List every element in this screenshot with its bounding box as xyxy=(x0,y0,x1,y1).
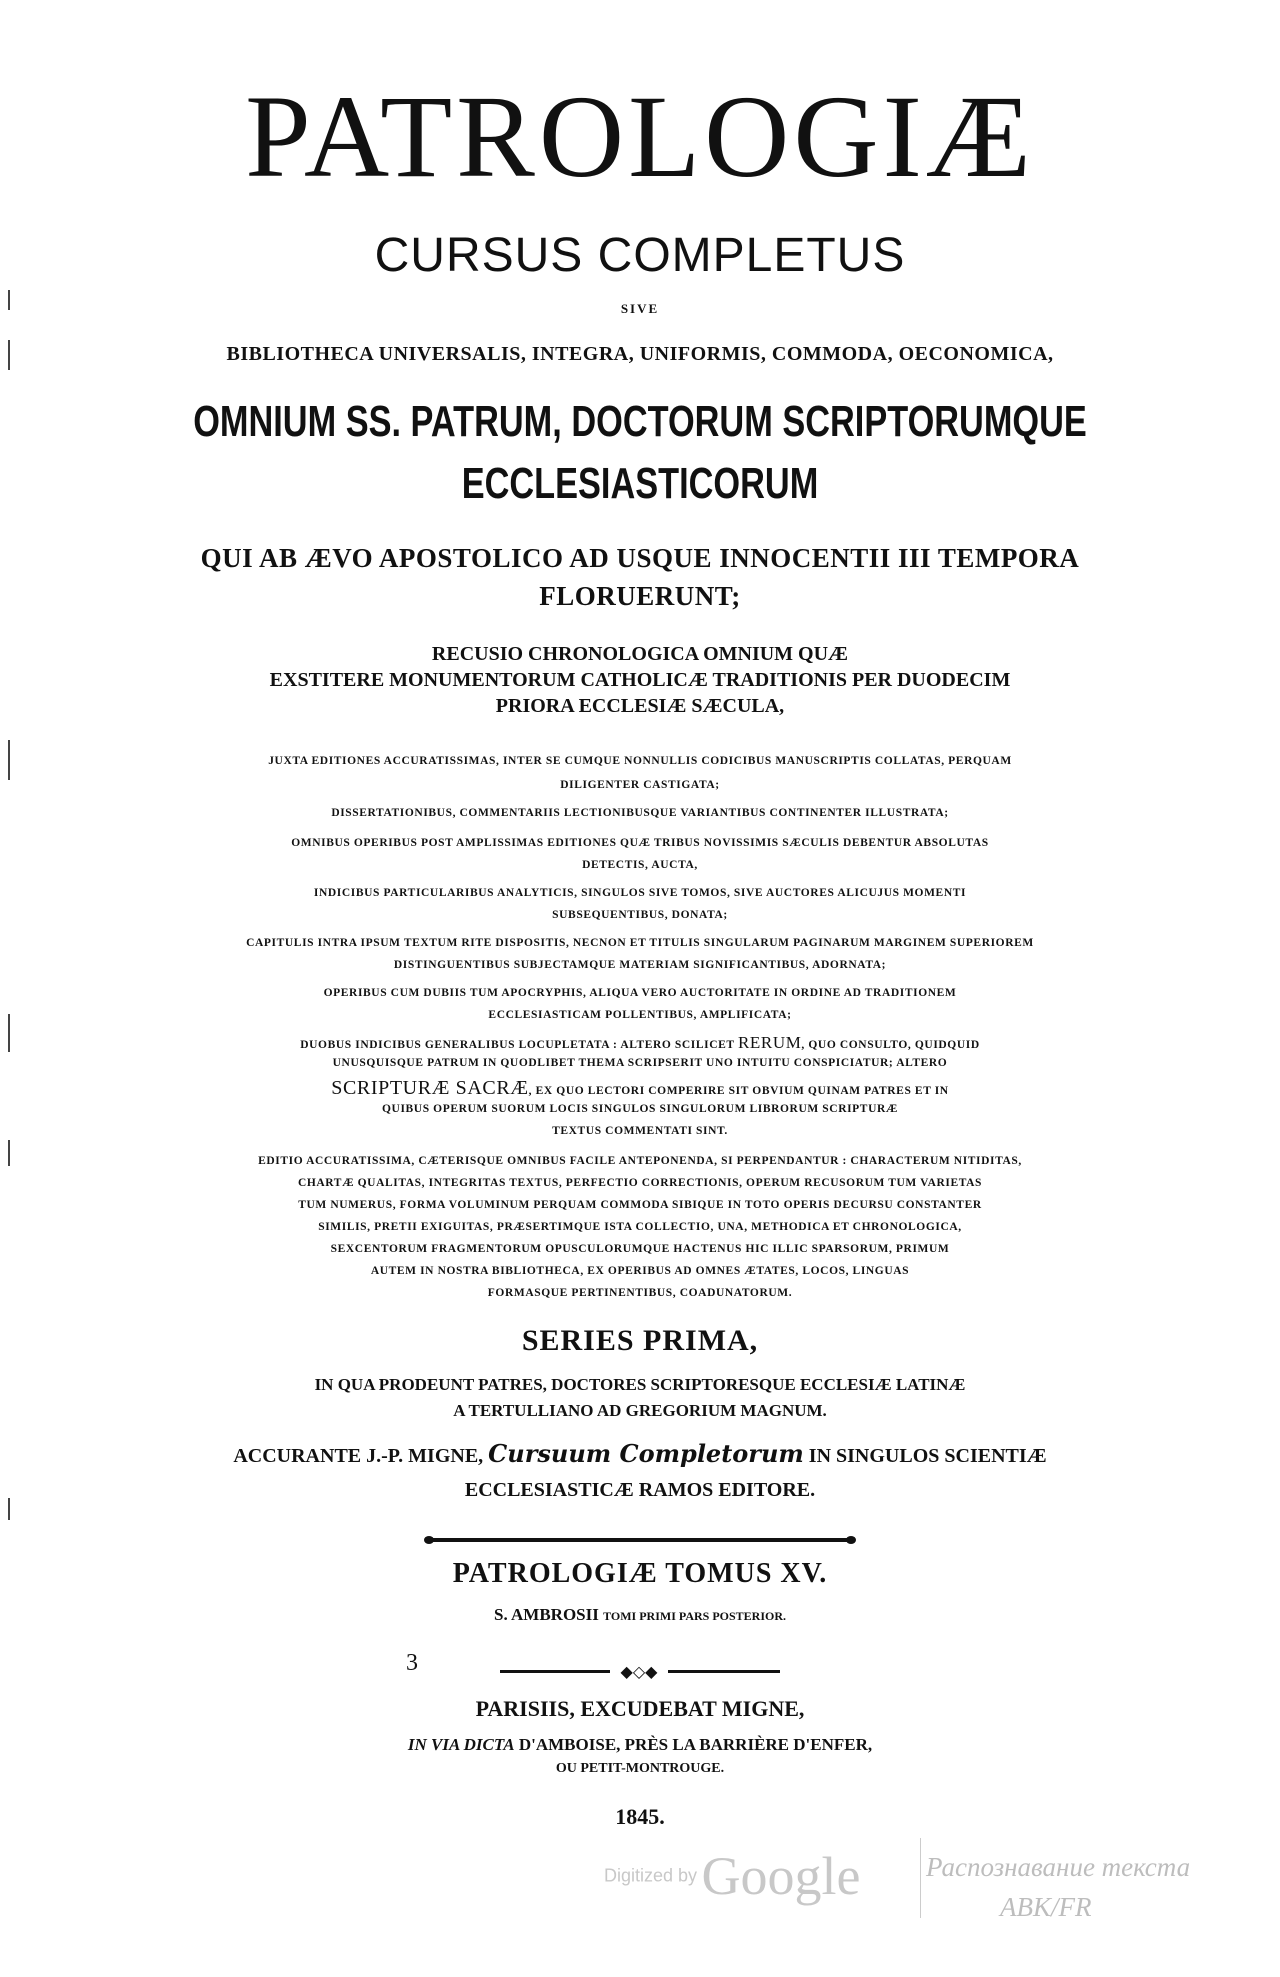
indices-text: , EX QUO LECTORI COMPERIRE SIT OBVIUM QUINAM PATRES ET IN xyxy=(528,1085,949,1097)
detail-line: CAPITULIS INTRA IPSUM TEXTUM RITE DISPOSITIS, NECNON ET TITULIS SINGULARUM PAGINARUM MARGINEM SUPERIOREM xyxy=(246,937,1034,949)
detail-line: INDICIBUS PARTICULARIBUS ANALYTICIS, SINGULOS SIVE TOMOS, SIVE AUCTORES ALICUJUS MOMENTI xyxy=(313,887,967,899)
ambrosii-line xyxy=(0,1606,1280,1623)
editio-line: CHARTÆ QUALITAS, INTEGRITAS TEXTUS, PERFECTIO CORRECTIONIS, OPERUM RECUSORUM TUM VARIETAS xyxy=(297,1177,983,1189)
petit-montrouge-line: OU PETIT-MONTROUGE. xyxy=(555,1761,725,1776)
detail-line: DILIGENTER CASTIGATA; xyxy=(560,779,720,791)
margin-mark xyxy=(8,340,10,370)
sive-label: SIVE xyxy=(620,301,660,316)
subtitle: CURSUS COMPLETUS xyxy=(374,229,906,282)
detail-line: DETECTIS, AUCTA, xyxy=(582,859,698,871)
google-watermark xyxy=(604,1845,860,1907)
series-line-2: A TERTULLIANO AD GREGORIUM MAGNUM. xyxy=(453,1401,827,1420)
watermark-divider xyxy=(920,1838,921,1918)
ecclesiasticorum-line: ECCLESIASTICORUM xyxy=(461,459,819,508)
series-prima: SERIES PRIMA, xyxy=(521,1324,759,1357)
accurante-text: ACCURANTE J.-P. MIGNE, xyxy=(233,1445,484,1467)
indices-line-2: UNUSQUISQUE PATRUM IN QUODLIBET THEMA SCRIPSERIT UNO INTUITU CONSPICIATUR; ALTERO xyxy=(332,1057,948,1069)
bibliotheca-line: BIBLIOTHECA UNIVERSALIS, INTEGRA, UNIFORMIS, COMMODA, OECONOMICA, xyxy=(226,343,1054,365)
margin-mark xyxy=(8,1140,10,1166)
rerum-word: RERUM xyxy=(737,1033,802,1052)
handwritten-mark: 3 xyxy=(406,1650,418,1676)
detail-line: JUXTA EDITIONES ACCURATISSIMAS, INTER SE CUMQUE NONNULLIS CODICIBUS MANUSCRIPTIS COLLATAS, PERQUAM xyxy=(268,755,1012,767)
editio-line: TUM NUMERUS, FORMA VOLUMINUM PERQUAM COMMODA SIBIQUE IN TOTO OPERIS DECURSU CONSTANTER xyxy=(298,1199,982,1211)
indices-text: DUOBUS INDICIBUS GENERALIBUS LOCUPLETATA : ALTERO SCILICET xyxy=(300,1039,735,1051)
via-text: IN VIA DICTA xyxy=(407,1735,515,1754)
abk-watermark: ABK/FR xyxy=(1000,1892,1092,1922)
omnium-line: OMNIUM SS. PATRUM, DOCTORUM SCRIPTORUMQUE xyxy=(193,397,1087,446)
margin-mark xyxy=(8,740,10,780)
indices-line-4: QUIBUS OPERUM SUORUM LOCIS SINGULOS SINGULORUM LIBRORUM SCRIPTURÆ xyxy=(382,1103,898,1115)
google-logo: Google xyxy=(701,1846,861,1906)
recusio-line-1: RECUSIO CHRONOLOGICA OMNIUM QUÆ xyxy=(431,643,849,665)
recusio-line-2: EXSTITERE MONUMENTORUM CATHOLICÆ TRADITIONIS PER DUODECIM xyxy=(269,669,1011,691)
detail-line: ECCLESIASTICAM POLLENTIBUS, AMPLIFICATA; xyxy=(488,1009,792,1021)
margin-mark xyxy=(8,290,10,310)
qui-ab-aevo-line: QUI AB ÆVO APOSTOLICO AD USQUE INNOCENTII III TEMPORA xyxy=(200,543,1080,573)
digitized-by-text: Digitized by xyxy=(604,1865,698,1886)
divider-rule xyxy=(430,1538,850,1542)
ornament-icon: ◆◇◆ xyxy=(610,1662,668,1680)
margin-mark xyxy=(8,1498,10,1520)
detail-line: SUBSEQUENTIBUS, DONATA; xyxy=(552,909,728,921)
detail-line: OPERIBUS CUM DUBIIS TUM APOCRYPHIS, ALIQUA VERO AUCTORITATE IN ORDINE AD TRADITIONEM xyxy=(323,987,957,999)
editio-line: SIMILIS, PRETII EXIGUITAS, PRÆSERTIMQUE ISTA COLLECTIO, UNA, METHODICA ET CHRONOLOGICA, xyxy=(318,1221,962,1233)
via-line xyxy=(0,1736,1280,1753)
detail-line: DISTINGUENTIBUS SUBJECTAMQUE MATERIAM SIGNIFICANTIBUS, ADORNATA; xyxy=(393,959,887,971)
indices-line-5: TEXTUS COMMENTATI SINT. xyxy=(552,1125,728,1137)
indices-line-3 xyxy=(0,1078,1280,1098)
detail-line: DISSERTATIONIBUS, COMMENTARIIS LECTIONIBUSQUE VARIANTIBUS CONTINENTER ILLUSTRATA; xyxy=(331,807,949,819)
editore-line: ECCLESIASTICÆ RAMOS EDITORE. xyxy=(464,1479,816,1501)
tomus-heading: PATROLOGIÆ TOMUS XV. xyxy=(452,1558,828,1589)
ambrosii-text: TOMI PRIMI PARS POSTERIOR. xyxy=(603,1609,787,1623)
editio-line: EDITIO ACCURATISSIMA, CÆTERISQUE OMNIBUS FACILE ANTEPONENDA, SI PERPENDANTUR : CHARACTERUM NITIDITAS, xyxy=(258,1155,1022,1167)
editio-line: FORMASQUE PERTINENTIBUS, COADUNATORUM. xyxy=(487,1287,793,1299)
detail-line: OMNIBUS OPERIBUS POST AMPLISSIMAS EDITIONES QUÆ TRIBUS NOVISSIMIS SÆCULIS DEBENTUR ABSOLUTAS xyxy=(291,837,989,849)
accurante-line xyxy=(0,1439,1280,1468)
editio-line: SEXCENTORUM FRAGMENTORUM OPUSCULORUMQUE HACTENUS HIC ILLIC SPARSORUM, PRIMUM xyxy=(330,1243,950,1255)
margin-mark xyxy=(8,1014,10,1052)
scripturae-sacrae: SCRIPTURÆ SACRÆ xyxy=(331,1077,529,1099)
year: 1845. xyxy=(615,1804,665,1829)
ocr-watermark: Распознавание текста xyxy=(926,1852,1191,1882)
indices-line-1 xyxy=(0,1034,1280,1052)
recusio-line-3: PRIORA ECCLESIÆ SÆCULA, xyxy=(495,695,785,717)
parisiis-line: PARISIIS, EXCUDEBAT MIGNE, xyxy=(475,1696,805,1721)
floruerunt-line: FLORUERUNT; xyxy=(539,581,741,611)
editio-line: AUTEM IN NOSTRA BIBLIOTHECA, EX OPERIBUS AD OMNES ÆTATES, LOCOS, LINGUAS xyxy=(370,1265,910,1277)
accurante-text: IN SINGULOS SCIENTIÆ xyxy=(808,1445,1047,1467)
via-text: D'AMBOISE, PRÈS LA BARRIÈRE D'ENFER, xyxy=(518,1735,873,1754)
cursuum-completorum: Cursuum Completorum xyxy=(488,1439,804,1468)
series-line-1: IN QUA PRODEUNT PATRES, DOCTORES SCRIPTORESQUE ECCLESIÆ LATINÆ xyxy=(314,1375,966,1394)
indices-text: , QUO CONSULTO, QUIDQUID xyxy=(801,1039,980,1051)
main-title: PATROLOGIÆ xyxy=(245,71,1035,202)
ambrosii-text: S. AMBROSII xyxy=(493,1605,599,1624)
